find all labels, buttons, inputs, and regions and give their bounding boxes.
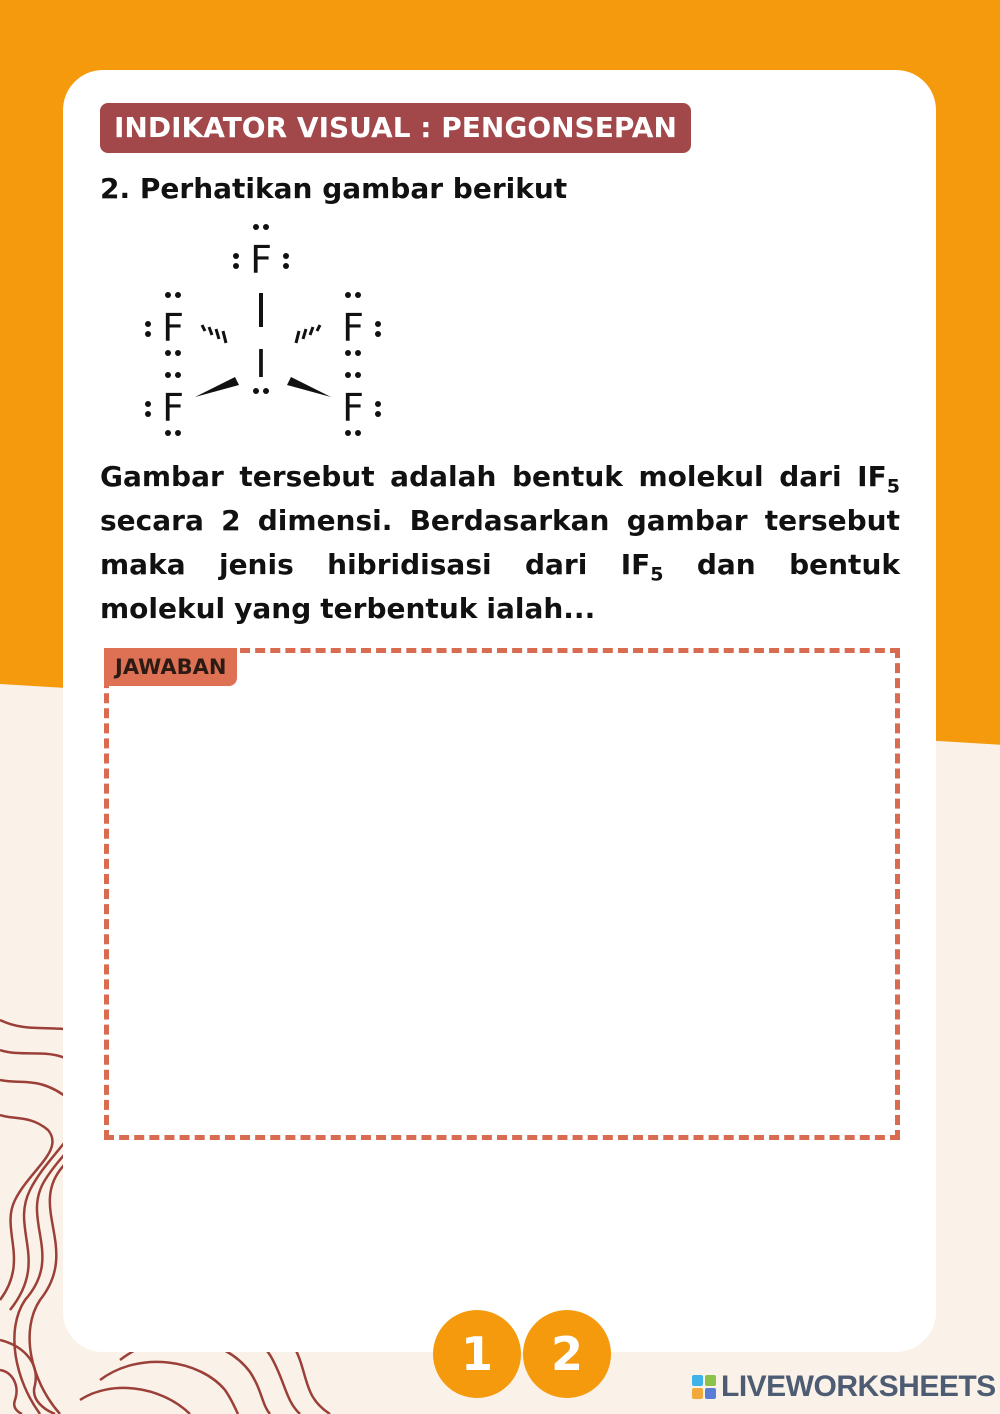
- question-title: 2. Perhatikan gambar berikut: [100, 172, 568, 205]
- word: bentuk: [512, 460, 623, 493]
- word: dari: [779, 460, 842, 493]
- atom-f-left-lower: F: [162, 386, 184, 430]
- atom-f-right-upper: F: [342, 306, 364, 350]
- word: molekul: [638, 460, 764, 493]
- formula-if5: [621, 543, 664, 587]
- bond-hashed-right: [296, 325, 320, 343]
- word: Gambar: [100, 460, 224, 493]
- question-text: [100, 455, 900, 631]
- question-line-4: [100, 587, 900, 631]
- word: dimensi.: [257, 504, 393, 537]
- bond-hashed-left: [202, 325, 226, 343]
- atom-f-left-upper: F: [162, 306, 184, 350]
- page-number-1: 1: [433, 1310, 521, 1398]
- atom-f-right-lower: F: [342, 386, 364, 430]
- formula-subscript: 5: [886, 475, 900, 498]
- formula-subscript: 5: [650, 563, 664, 586]
- answer-input-area[interactable]: [104, 648, 900, 1140]
- liveworksheets-brand: [692, 1370, 996, 1404]
- formula-base: IF: [857, 460, 887, 493]
- word: yang: [234, 592, 312, 625]
- lewis-structure-diagram: [135, 215, 395, 445]
- word: secara: [100, 504, 204, 537]
- formula-base: IF: [620, 548, 651, 581]
- word: gambar: [626, 504, 748, 537]
- word: tersebut: [764, 504, 900, 537]
- word: adalah: [390, 460, 497, 493]
- liveworksheets-logo-icon: [692, 1375, 716, 1399]
- indicator-badge: INDIKATOR VISUAL : PENGONSEPAN: [100, 103, 691, 153]
- brand-name: LIVEWORKSHEETS: [721, 1370, 996, 1403]
- page-number-2: 2: [523, 1310, 611, 1398]
- word: dan: [696, 548, 756, 581]
- bond-wedge-right: [287, 377, 331, 397]
- atom-i-center: I: [255, 342, 267, 386]
- word: maka: [100, 548, 186, 581]
- word: 2: [221, 504, 241, 537]
- word: Berdasarkan: [409, 504, 610, 537]
- word: jenis: [218, 548, 294, 581]
- word: terbentuk: [320, 592, 478, 625]
- word: tersebut: [239, 460, 375, 493]
- question-line-1: [100, 455, 900, 499]
- formula-if5: [857, 455, 900, 499]
- word: dari: [524, 548, 588, 581]
- word: molekul: [100, 592, 226, 625]
- word: bentuk: [789, 548, 900, 581]
- atom-f-top: F: [250, 238, 272, 282]
- question-line-2: [100, 499, 900, 543]
- question-line-3: [100, 543, 900, 587]
- word: ialah...: [486, 592, 596, 625]
- answer-label: JAWABAN: [104, 648, 237, 686]
- word: hibridisasi: [327, 548, 492, 581]
- bond-wedge-left: [195, 377, 239, 397]
